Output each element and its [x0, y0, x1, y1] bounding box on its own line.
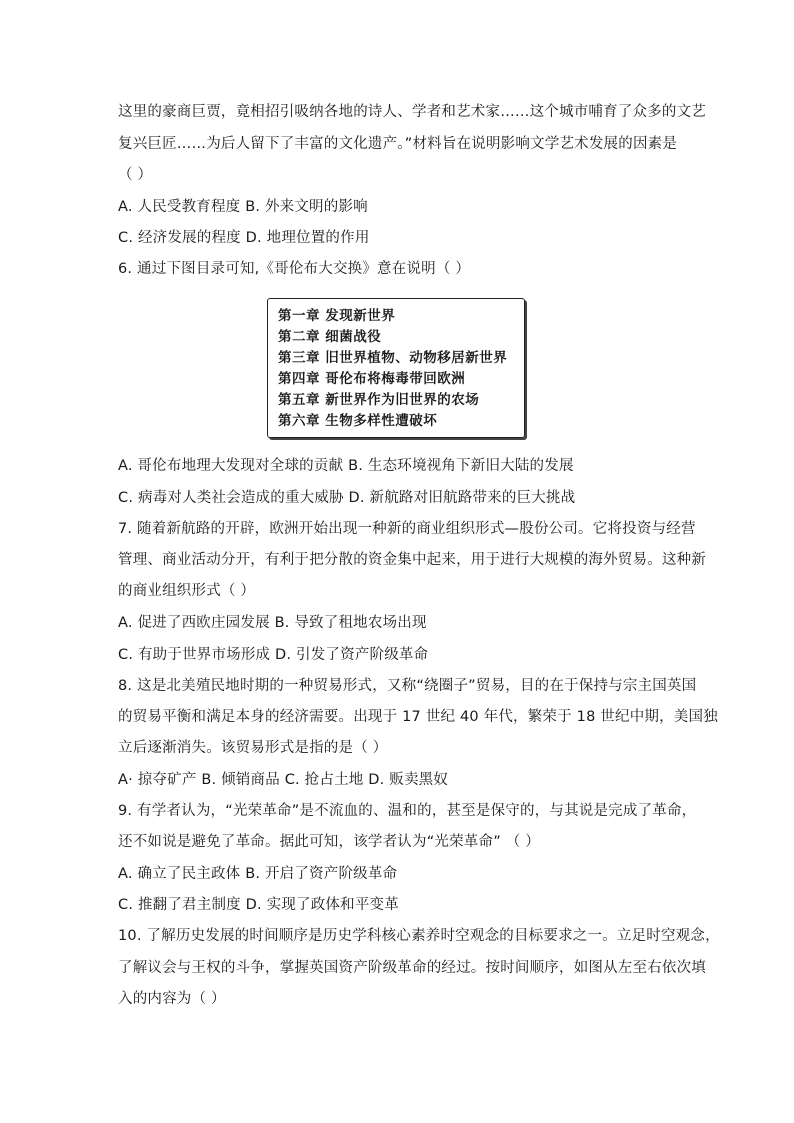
- option-line: A. 哥伦布地理大发现对全球的贡献 B. 生态环境视角下新旧大陆的发展: [118, 458, 574, 474]
- text-line: （ ）: [118, 167, 153, 183]
- question-9: 9. 有学者认为，“光荣革命”是不流血的、温和的，甚至是保守的，与其说是完成了革命，: [118, 803, 697, 819]
- question-7: 7. 随着新航路的开辟，欧洲开始出现一种新的商业组织形式—股份公司。它将投资与经营: [118, 521, 696, 537]
- option-line: A. 确立了民主政体 B. 开启了资产阶级革命: [118, 866, 398, 882]
- text-line: 还不如说是避免了革命。据此可知，该学者认为“光荣革命” （ ）: [118, 834, 540, 850]
- text-line: 管理、商业活动分开，有利于把分散的资金集中起来，用于进行大规模的海外贸易。这种新: [118, 552, 706, 568]
- option-line: A. 人民受教育程度 B. 外来文明的影响: [118, 199, 368, 215]
- toc-item: 第四章 哥伦布将梅毒带回欧洲: [278, 371, 466, 387]
- option-line: C. 推翻了君主制度 D. 实现了政体和平变革: [118, 897, 399, 913]
- option-line: C. 病毒对人类社会造成的重大威胁 D. 新航路对旧航路带来的巨大挑战: [118, 490, 576, 506]
- question-6: 6. 通过下图目录可知,《哥伦布大交换》意在说明（ ）: [118, 261, 471, 277]
- text-line: 立后逐渐消失。该贸易形式是指的是（ ）: [118, 740, 388, 756]
- option-line: C. 经济发展的程度 D. 地理位置的作用: [118, 230, 370, 246]
- text-line: 这里的豪商巨贾，竟相招引吸纳各地的诗人、学者和艺术家……这个城市哺育了众多的文艺: [118, 104, 706, 120]
- question-10: 10. 了解历史发展的时间顺序是历史学科核心素养时空观念的目标要求之一。立足时空观念，: [118, 928, 720, 944]
- toc-item: 第六章 生物多样性遭破坏: [278, 413, 438, 429]
- table-of-contents-box: [267, 298, 525, 438]
- text-line: 的贸易平衡和满足本身的经济需要。出现于 17 世纪 40 年代，繁荣于 18 世纪中期，美国独: [118, 709, 718, 725]
- toc-item: 第二章 细菌战役: [278, 329, 382, 345]
- text-line: 入的内容为（ ）: [118, 991, 226, 1007]
- toc-item: 第五章 新世界作为旧世界的农场: [278, 392, 480, 408]
- text-line: 的商业组织形式（ ）: [118, 583, 256, 599]
- option-line: A· 掠夺矿产 B. 倾销商品 C. 抢占土地 D. 贩卖黑奴: [118, 772, 449, 788]
- option-line: A. 促进了西欧庄园发展 B. 导致了租地农场出现: [118, 615, 427, 631]
- toc-item: 第三章 旧世界植物、动物移居新世界: [278, 350, 508, 366]
- toc-item: 第一章 发现新世界: [278, 308, 396, 324]
- text-line: 了解议会与王权的斗争，掌握英国资产阶级革命的经过。按时间顺序，如图从左至右依次填: [118, 960, 706, 976]
- option-line: C. 有助于世界市场形成 D. 引发了资产阶级革命: [118, 647, 429, 663]
- question-8: 8. 这是北美殖民地时期的一种贸易形式，又称“绕圈子”贸易，目的在于保持与宗主国英国: [118, 678, 697, 694]
- text-line: 复兴巨匠……为后人留下了丰富的文化遗产。”材料旨在说明影响文学艺术发展的因素是: [118, 136, 678, 152]
